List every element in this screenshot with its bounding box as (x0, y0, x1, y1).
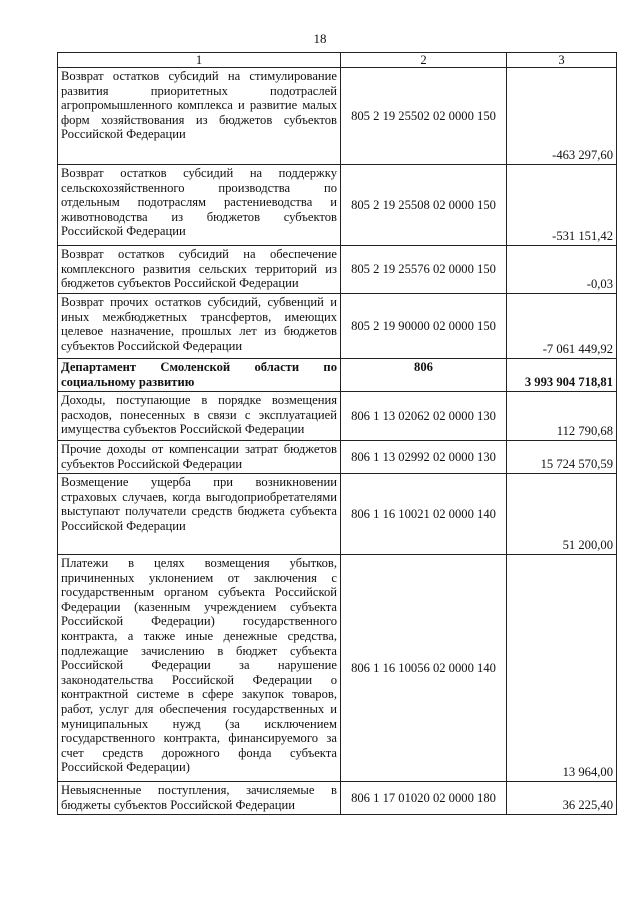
row-description: Департамент Смоленской области по социальному развитию (58, 359, 341, 392)
column-header-amount: 3 (507, 53, 617, 68)
page-number: 18 (313, 31, 327, 46)
row-description: Возврат остатков субсидий на поддержку сельскохозяйственного производства по отдельным подотраслям растениеводства и животноводства из бюджетов субъектов Российской Федерации (58, 165, 341, 246)
row-amount: 51 200,00 (507, 474, 617, 555)
row-description: Возврат остатков субсидий на обеспечение комплексного развития сельских территорий из бюджетов субъектов Российской Федерации (58, 246, 341, 294)
row-amount: 15 724 570,59 (507, 441, 617, 474)
row-code: 805 2 19 25508 02 0000 150 (341, 165, 507, 246)
row-code: 806 1 13 02062 02 0000 130 (341, 392, 507, 441)
table-row (58, 392, 617, 441)
row-amount: -531 151,42 (507, 165, 617, 246)
table-row (58, 68, 617, 165)
row-amount: 112 790,68 (507, 392, 617, 441)
row-description: Невыясненные поступления, зачисляемые в бюджеты субъектов Российской Федерации (58, 782, 341, 815)
row-description: Возврат остатков субсидий на стимулирование развития приоритетных подотраслей агропромышленного комплекса и развитие малых форм хозяйствования из бюджетов субъектов Российской Федерации (58, 68, 341, 165)
row-description: Платежи в целях возмещения убытков, причиненных уклонением от заключения с государственным органом субъекта Российской Федерации (казенным учреждением субъекта Российской Федерации) государственного контракта, а также иные денежные средства, подлежащие зачислению в бюджет субъекта Российской Федерации за нарушение законодательства Российской Федерации о контрактной системе в сфере закупок товаров, работ, услуг для обеспечения государственных и муниципальных нужд (за исключением государственного контракта, финансируемого за счет средств дорожного фонда субъекта Российской Федерации) (58, 555, 341, 782)
row-code: 806 1 16 10056 02 0000 140 (341, 555, 507, 782)
row-code: 806 1 13 02992 02 0000 130 (341, 441, 507, 474)
row-amount: -7 061 449,92 (507, 294, 617, 359)
row-description: Прочие доходы от компенсации затрат бюджетов субъектов Российской Федерации (58, 441, 341, 474)
row-description: Доходы, поступающие в порядке возмещения расходов, понесенных в связи с эксплуатацией имущества субъектов Российской Федерации (58, 392, 341, 441)
table-row (58, 294, 617, 359)
revenue-table (57, 52, 617, 815)
table-row (58, 782, 617, 815)
row-amount: 13 964,00 (507, 555, 617, 782)
row-code: 806 1 17 01020 02 0000 180 (341, 782, 507, 815)
table-header-row (58, 53, 617, 68)
row-code: 806 1 16 10021 02 0000 140 (341, 474, 507, 555)
row-description: Возврат прочих остатков субсидий, субвенций и иных межбюджетных трансфертов, имеющих целевое назначение, прошлых лет из бюджетов субъектов Российской Федерации (58, 294, 341, 359)
row-amount: -0,03 (507, 246, 617, 294)
table-row-department (58, 359, 617, 392)
row-code: 805 2 19 25576 02 0000 150 (341, 246, 507, 294)
row-amount: 36 225,40 (507, 782, 617, 815)
table-row (58, 165, 617, 246)
column-header-code: 2 (341, 53, 507, 68)
table-row (58, 474, 617, 555)
table-row (58, 246, 617, 294)
table-row (58, 555, 617, 782)
row-description: Возмещение ущерба при возникновении страховых случаев, когда выгодоприобретателями выступают получатели средств бюджета субъекта Российской Федерации (58, 474, 341, 555)
table-row (58, 441, 617, 474)
row-amount: 3 993 904 718,81 (507, 359, 617, 392)
column-header-description: 1 (58, 53, 341, 68)
row-code: 805 2 19 25502 02 0000 150 (341, 68, 507, 165)
row-code: 806 (341, 359, 507, 392)
row-amount: -463 297,60 (507, 68, 617, 165)
row-code: 805 2 19 90000 02 0000 150 (341, 294, 507, 359)
